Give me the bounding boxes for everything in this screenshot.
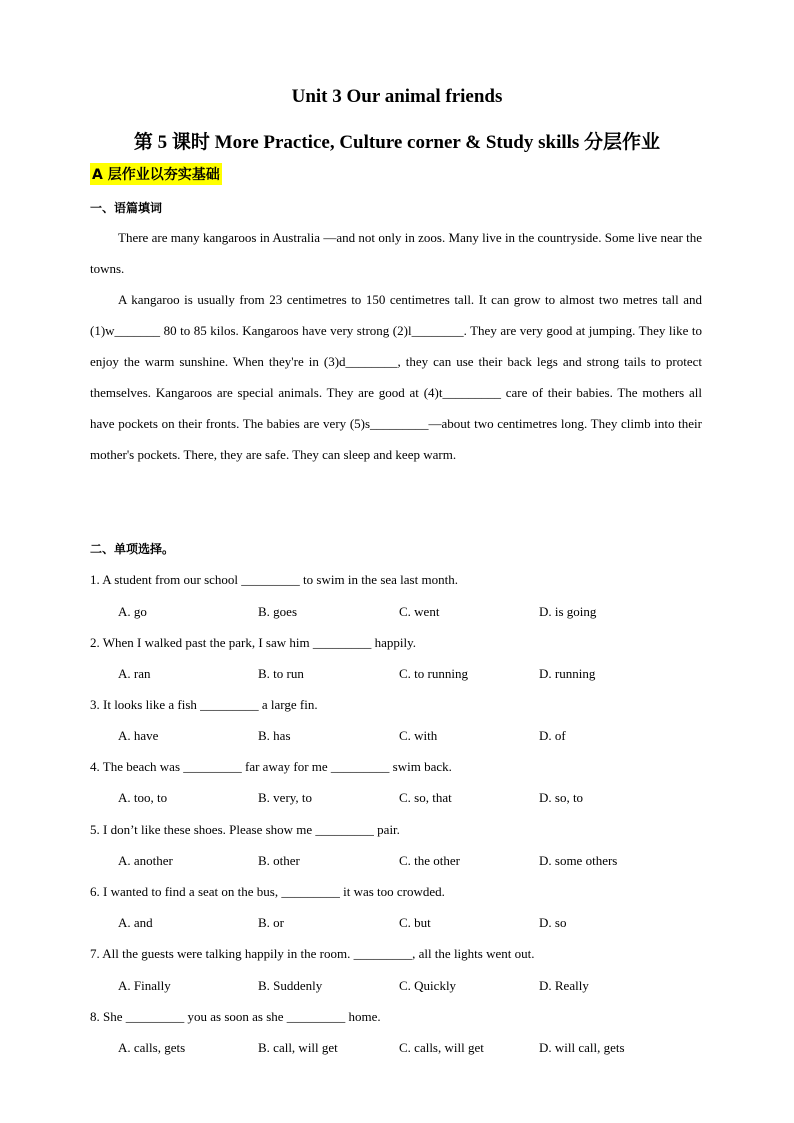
question-4: 4. The beach was _________ far away for me _________ swim back. xyxy=(90,759,452,774)
option-d: D. running xyxy=(539,666,596,681)
option-b: B. to run xyxy=(258,666,304,681)
option-b: B. has xyxy=(258,728,291,743)
option-b: B. very, to xyxy=(258,790,313,805)
option-a: A. have xyxy=(118,728,159,743)
question-3-options xyxy=(118,728,718,748)
option-d: D. is going xyxy=(539,604,597,619)
option-b: B. goes xyxy=(258,604,297,619)
question-7: 7. All the guests were talking happily in the room. _________, all the lights went out. xyxy=(90,946,535,961)
option-a: A. another xyxy=(118,853,173,868)
passage-paragraph: There are many kangaroos in Australia —and not only in zoos. Many live in the countryside. Some live near the towns. xyxy=(90,230,702,276)
option-c: C. to running xyxy=(399,666,468,681)
option-a: A. calls, gets xyxy=(118,1040,186,1055)
option-a: A. too, to xyxy=(118,790,168,805)
option-d: D. some others xyxy=(539,853,618,868)
page-subtitle: 第 5 课时 More Practice, Culture corner & Study skills 分层作业 xyxy=(133,132,661,153)
option-a: A. ran xyxy=(118,666,151,681)
option-c: C. but xyxy=(399,915,431,930)
option-b: B. call, will get xyxy=(258,1040,338,1055)
option-a: A. and xyxy=(118,915,153,930)
question-6-options xyxy=(118,915,718,935)
question-2: 2. When I walked past the park, I saw him _________ happily. xyxy=(90,635,417,650)
option-b: B. other xyxy=(258,853,300,868)
question-8: 8. She _________ you as soon as she _________ home. xyxy=(90,1009,381,1024)
question-4-options xyxy=(118,790,718,810)
option-b: B. Suddenly xyxy=(258,978,323,993)
question-1: 1. A student from our school _________ to swim in the sea last month. xyxy=(90,572,458,587)
section-heading-choice: 二、单项选择。 xyxy=(90,542,175,556)
level-label: A 层作业以夯实基础 xyxy=(90,163,222,185)
cloze-passage xyxy=(90,222,702,470)
section-heading-cloze: 一、语篇填词 xyxy=(90,201,163,215)
question-2-options xyxy=(118,666,718,686)
page-title: Unit 3 Our animal friends xyxy=(291,86,503,107)
question-1-options xyxy=(118,604,718,624)
question-5-options xyxy=(118,853,718,873)
option-b: B. or xyxy=(258,915,284,930)
question-3: 3. It looks like a fish _________ a large fin. xyxy=(90,697,318,712)
passage-paragraph: A kangaroo is usually from 23 centimetres to 150 centimetres tall. It can grow to almost two metres tall and (1)w_______ 80 to 85 kilos. Kangaroos have very strong (2)l________. They are very good at jumping. They like to enjoy the warm sunshine. When they're in (3)d________, they can use their back legs and strong tails to protect themselves. Kangaroos are special animals. They are good at (4)t_________ care of their babies. The mothers all have pockets on their fronts. The babies are very (5)s_________—about two centimetres long. They climb into their mother's pockets. There, they are safe. They can sleep and keep warm. xyxy=(90,292,702,462)
option-c: C. Quickly xyxy=(399,978,457,993)
option-a: A. go xyxy=(118,604,147,619)
option-c: C. so, that xyxy=(399,790,452,805)
option-a: A. Finally xyxy=(118,978,171,993)
question-6: 6. I wanted to find a seat on the bus, _________ it was too crowded. xyxy=(90,884,445,899)
question-5: 5. I don’t like these shoes. Please show me _________ pair. xyxy=(90,822,400,837)
option-c: C. with xyxy=(399,728,438,743)
option-c: C. went xyxy=(399,604,440,619)
option-d: D. Really xyxy=(539,978,589,993)
option-d: D. so xyxy=(539,915,567,930)
option-d: D. will call, gets xyxy=(539,1040,625,1055)
option-c: C. calls, will get xyxy=(399,1040,484,1055)
option-c: C. the other xyxy=(399,853,461,868)
question-8-options xyxy=(118,1040,718,1060)
question-7-options xyxy=(118,978,718,998)
option-d: D. of xyxy=(539,728,566,743)
option-d: D. so, to xyxy=(539,790,584,805)
